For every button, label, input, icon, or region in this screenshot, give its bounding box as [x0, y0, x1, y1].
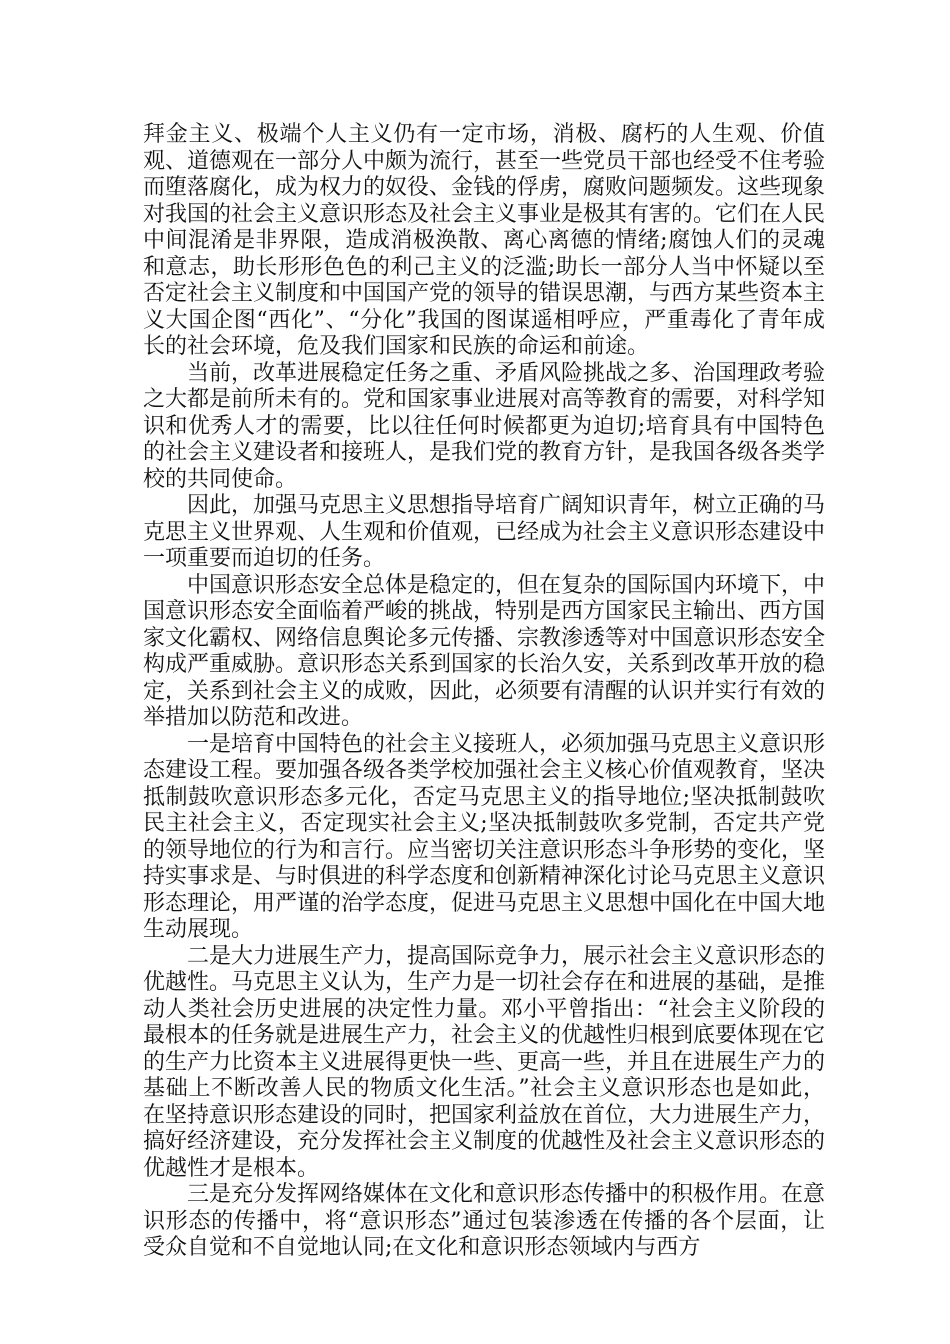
paragraph-point-two: 二是大力进展生产力，提高国际竞争力，展示社会主义意识形态的优越性。马克思主义认为，生产力是一切社会存在和进展的基础，是推动人类社会历史进展的决定性力量。邓小平曾指出：“社会主义阶段的最根本的任务就是进展生产力，社会主义的优越性归根到底要体现在它的生产力比资本主义进展得更快一些、更高一些，并且在进展生产力的基础上不断改善人民的物质文化生活。”社会主义意识形态也是如此，在坚持意识形态建设的同时，把国家利益放在首位，大力进展生产力，搞好经济建设，充分发挥社会主义制度的优越性及社会主义意识形态的优越性才是根本。 [143, 943, 826, 1181]
paragraph-continued: 拜金主义、极端个人主义仍有一定市场，消极、腐朽的人生观、价值观、道德观在一部分人中颇为流行，甚至一些党员干部也经受不住考验而堕落腐化，成为权力的奴役、金钱的俘虏，腐败问题频发。这些现象对我国的社会主义意识形态及社会主义事业是极其有害的。它们在人民中间混淆是非界限，造成消极涣散、离心离德的情绪;腐蚀人们的灵魂和意志，助长形形色色的利己主义的泛滥;助长一部分人当中怀疑以至否定社会主义制度和中国国产党的领导的错误思潮，与西方某些资本主义大国企图“西化”、“分化”我国的图谋遥相呼应，严重毒化了青年成长的社会环境，危及我们国家和民族的命运和前途。 [143, 122, 826, 359]
paragraph-security-overview: 中国意识形态安全总体是稳定的，但在复杂的国际国内环境下，中国意识形态安全面临着严峻的挑战，特别是西方国家民主输出、西方国家文化霸权、网络信息舆论多元传播、宗教渗透等对中国意识形态安全构成严重威胁。意识形态关系到国家的长治久安，关系到改革开放的稳定，关系到社会主义的成败，因此，必须要有清醒的认识并实行有效的举措加以防范和改进。 [143, 572, 826, 730]
paragraph-point-three: 三是充分发挥网络媒体在文化和意识形态传播中的积极作用。在意识形态的传播中，将“意识形态”通过包装渗透在传播的各个层面，让受众自觉和不自觉地认同;在文化和意识形态领域内与西方 [143, 1182, 826, 1260]
paragraph-current-situation: 当前，改革进展稳定任务之重、矛盾风险挑战之多、治国理政考验之大都是前所未有的。党和国家事业进展对高等教育的需要，对科学知识和优秀人才的需要，比以往任何时候都更为迫切;培育具有中国特色的社会主义建设者和接班人，是我们党的教育方针，是我国各级各类学校的共同使命。 [143, 360, 826, 492]
paragraph-point-one: 一是培育中国特色的社会主义接班人，必须加强马克思主义意识形态建设工程。要加强各级各类学校加强社会主义核心价值观教育，坚决抵制鼓吹意识形态多元化，否定马克思主义的指导地位;坚决抵制鼓吹民主社会主义，否定现实社会主义;坚决抵制鼓吹多党制，否定共产党的领导地位的行为和言行。应当密切关注意识形态斗争形势的变化，坚持实事求是、与时俱进的科学态度和创新精神深化讨论马克思主义意识形态理论，用严谨的治学态度，促进马克思主义思想中国化在中国大地生动展现。 [143, 731, 826, 942]
paragraph-therefore: 因此，加强马克思主义思想指导培育广阔知识青年，树立正确的马克思主义世界观、人生观和价值观，已经成为社会主义意识形态建设中一项重要而迫切的任务。 [143, 493, 826, 571]
document-body [143, 122, 825, 1262]
